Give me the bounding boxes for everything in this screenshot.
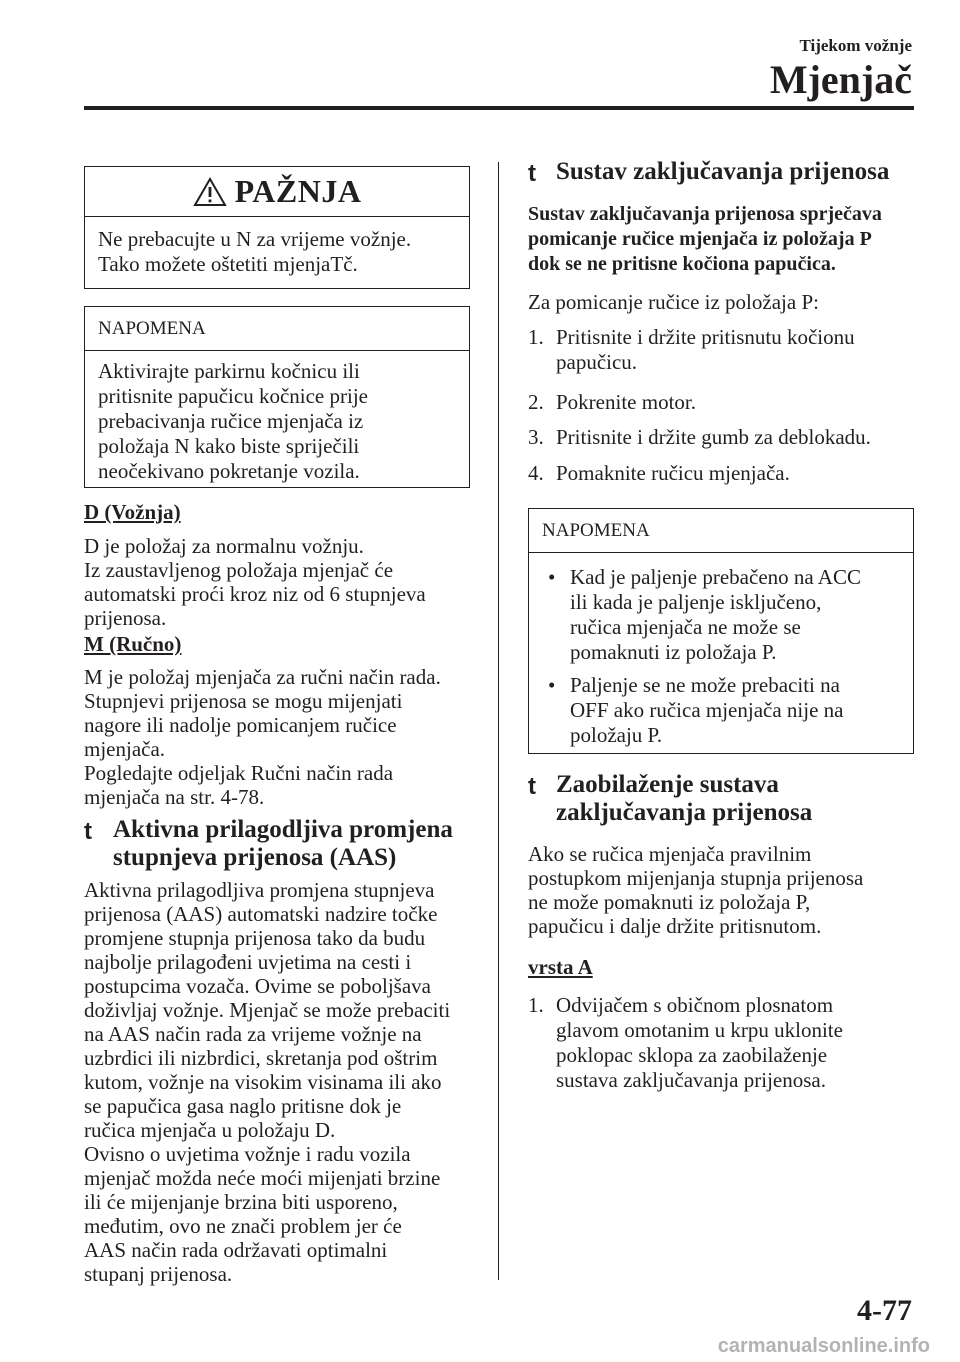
watermark: carmanualsonline.info: [717, 1335, 930, 1357]
text-line: pomicanje ručice mjenjača iz položaja P: [528, 228, 872, 250]
text-line: Ne prebacujte u N za vrijeme vožnje.: [98, 227, 412, 251]
step-text: Pomaknite ručicu mjenjača.: [556, 461, 790, 485]
text-line: prijenosa (AAS) automatski nadzire točke: [84, 902, 438, 926]
title-line: zaključavanja prijenosa: [556, 799, 813, 826]
text-line: Iz zaustavljenog položaja mjenjač će: [84, 558, 394, 582]
text-line: postupkom mijenjanja stupnja prijenosa: [528, 866, 864, 890]
text-line: D je položaj za normalnu vožnju.: [84, 534, 364, 558]
step-text: [556, 325, 855, 375]
text-line: promjene stupnja prijenosa tako da budu: [84, 926, 426, 950]
warning-icon: [193, 177, 227, 207]
text-line: Odvijačem s običnom plosnatom: [556, 993, 834, 1017]
lock-intro-bold: [528, 202, 882, 277]
lock-title: Sustav zaključavanja prijenosa: [556, 158, 890, 185]
text-line: ili kada je paljenje isključeno,: [570, 590, 822, 614]
text-line: Ovisno o uvjetima vožnje i radu vozila: [84, 1142, 411, 1166]
note-box: [528, 508, 914, 754]
text-line: doživljaj vožnje. Mjenjač se može prebaciti: [84, 998, 451, 1022]
text-line: sustava zaključavanja prijenosa.: [556, 1068, 826, 1092]
section-marker: t: [528, 160, 536, 187]
text-line: kutom, vožnje na visokim visinama ili ako: [84, 1070, 442, 1094]
text-line: mjenjača.: [84, 737, 166, 761]
text-line: Aktivna prilagodljiva promjena stupnjeva: [84, 878, 435, 902]
text-line: međutim, ovo ne znači problem jer će: [84, 1214, 402, 1238]
type-heading: vrsta A: [528, 955, 593, 979]
title-line: Zaobilaženje sustava: [556, 771, 779, 798]
text-line: OFF ako ručica mjenjača nije na: [570, 698, 844, 722]
override-title: [556, 771, 812, 827]
text-line: prijenosa.: [84, 606, 167, 630]
running-header-section: Tijekom vožnje: [799, 36, 912, 55]
caution-box: [84, 166, 470, 289]
text-line: nagore ili nadolje pomicanjem ručice: [84, 713, 397, 737]
bullet-text: [570, 673, 843, 748]
column-divider: [498, 162, 499, 1280]
text-line: pritisnite papučicu kočnice prije: [98, 384, 368, 408]
text-line: neočekivano pokretanje vozila.: [98, 459, 360, 483]
text-line: Stupnjevi prijenosa se mogu mijenjati: [84, 689, 403, 713]
text-line: Tako možete oštetiti mjenjaTč.: [98, 252, 358, 276]
text-line: mjenjač možda neće moći mijenjati brzine: [84, 1166, 441, 1190]
text-line: ručica mjenjača ne može se: [570, 615, 801, 639]
text-line: se papučica gasa naglo pritisne dok je: [84, 1094, 402, 1118]
aas-text: [84, 878, 450, 1286]
text-line: ne može pomaknuti iz položaja P,: [528, 890, 811, 914]
note-text: [98, 359, 459, 484]
text-line: postupcima vozača. Ovime se poboljšava: [84, 974, 431, 998]
page-number: 4-77: [857, 1294, 912, 1327]
text-line: Pogledajte odjeljak Ručni način rada: [84, 761, 394, 785]
caution-text: [98, 227, 459, 277]
text-line: Kad je paljenje prebačeno na ACC: [570, 565, 861, 589]
bullet-icon: •: [548, 673, 556, 697]
text-line: AAS način rada održavati optimalni: [84, 1238, 388, 1262]
text-line: uzbrdici ili nizbrdici, skretanja pod oštrim: [84, 1046, 438, 1070]
manual-text: [84, 665, 441, 809]
drive-text: [84, 534, 426, 630]
step-number: 3.: [528, 425, 544, 449]
title-line: stupnjeva prijenosa (AAS): [113, 844, 397, 871]
text-line: automatski proći kroz niz od 6 stupnjeva: [84, 582, 426, 606]
drive-heading: D (Vožnja): [84, 500, 181, 524]
step-number: 1.: [528, 325, 544, 349]
text-line: Paljenje se ne može prebaciti na: [570, 673, 840, 697]
caution-header: [85, 167, 469, 217]
note-header: NAPOMENA: [529, 509, 913, 553]
manual-heading: M (Ručno): [84, 632, 182, 656]
override-text: [528, 842, 863, 938]
caution-title: PAŽNJA: [234, 173, 362, 209]
step-text: Pritisnite i držite gumb za deblokadu.: [556, 425, 871, 449]
section-marker: t: [528, 773, 536, 800]
text-line: prebacivanja ručice mjenjača iz: [98, 409, 364, 433]
text-line: pomaknuti iz položaja P.: [570, 640, 777, 664]
section-marker: t: [84, 818, 92, 845]
text-line: glavom omotanim u krpu uklonite: [556, 1018, 843, 1042]
text-line: ili će mijenjanje brzina biti usporeno,: [84, 1190, 398, 1214]
step-number: 4.: [528, 461, 544, 485]
text-line: ručica mjenjača u položaju D.: [84, 1118, 336, 1142]
note-header: NAPOMENA: [85, 307, 469, 351]
text-line: poklopac sklopa za zaobilaženje: [556, 1043, 828, 1067]
text-line: najbolje prilagođeni uvjetima na cesti i: [84, 950, 412, 974]
text-line: papučicu i dalje držite pritisnutom.: [528, 914, 822, 938]
step-number: 1.: [528, 993, 544, 1017]
text-line: na AAS način rada za vrijeme vožnje na: [84, 1022, 422, 1046]
text-line: stupanj prijenosa.: [84, 1262, 233, 1286]
text-line: mjenjača na str. 4-78.: [84, 785, 265, 809]
text-line: M je položaj mjenjača za ručni način rada.: [84, 665, 441, 689]
text-line: Aktivirajte parkirnu kočnicu ili: [98, 359, 360, 383]
lock-intro: Za pomicanje ručice iz položaja P:: [528, 290, 819, 314]
bullet-text: [570, 565, 861, 665]
aas-title: [113, 816, 453, 872]
note-box: [84, 306, 470, 488]
header-rule: [84, 106, 914, 110]
text-line: Pritisnite i držite pritisnutu kočionu: [556, 325, 855, 349]
step-number: 2.: [528, 390, 544, 414]
title-line: Aktivna prilagodljiva promjena: [113, 816, 453, 843]
step-text: Pokrenite motor.: [556, 390, 696, 414]
step-text: [556, 993, 843, 1093]
text-line: Sustav zaključavanja prijenosa sprječava: [528, 203, 882, 225]
text-line: položaju P.: [570, 723, 663, 747]
page-title: Mjenjač: [769, 57, 912, 102]
text-line: dok se ne pritisne kočiona papučica.: [528, 253, 836, 275]
bullet-icon: •: [548, 565, 556, 589]
text-line: papučicu.: [556, 350, 638, 374]
text-line: Ako se ručica mjenjača pravilnim: [528, 842, 812, 866]
text-line: položaja N kako biste spriječili: [98, 434, 360, 458]
